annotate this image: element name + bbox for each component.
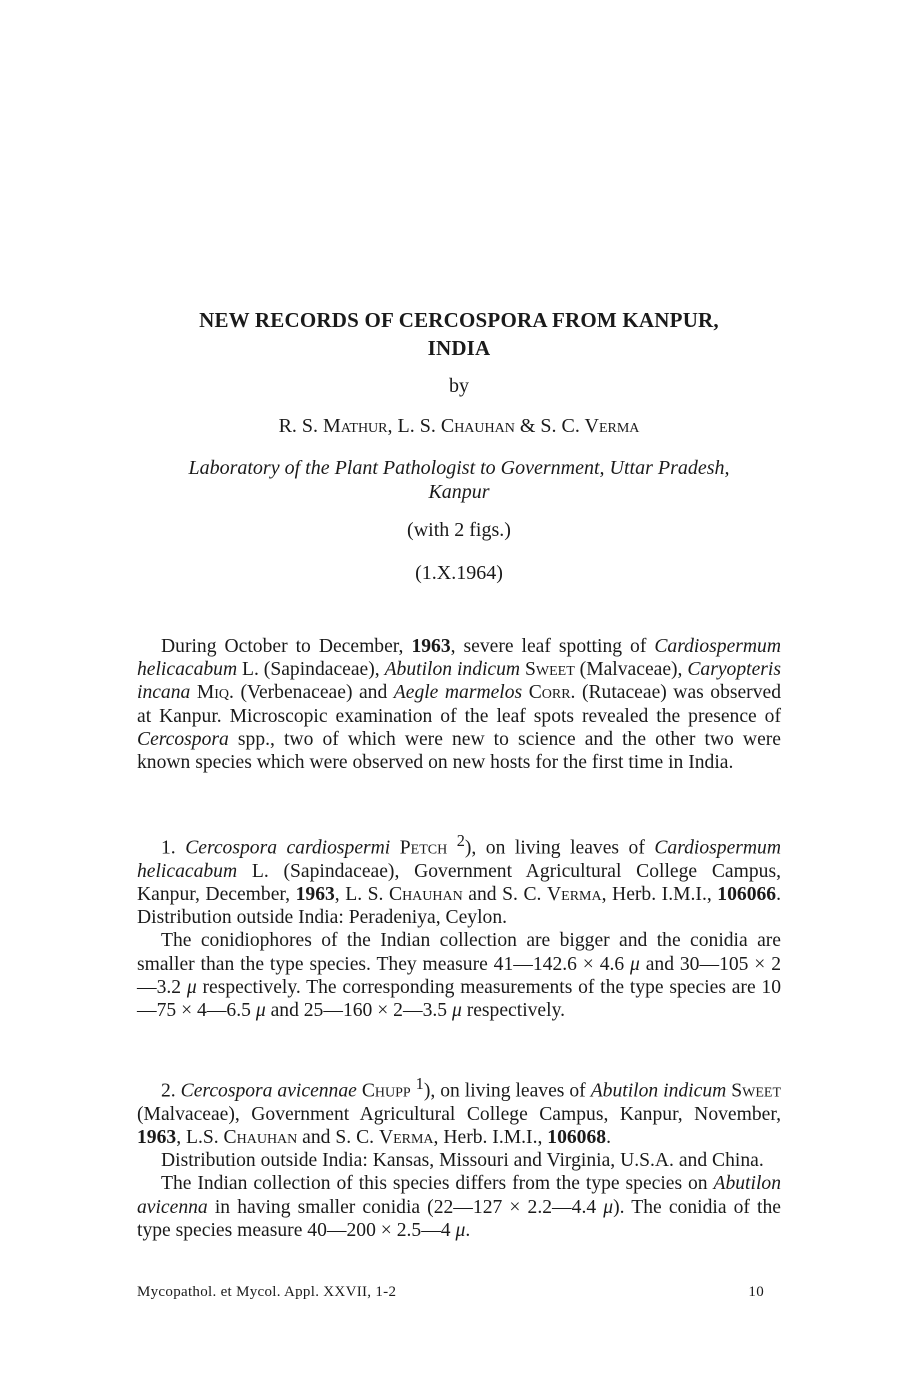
title-line-2: INDIA (427, 336, 491, 360)
received-date: (1.X.1964) (415, 562, 503, 584)
species-name: Cardiospermum helicacabum (137, 636, 781, 681)
authors: R. S. Mathur, L. S. Chauhan & S. C. Verma (278, 415, 640, 437)
affiliation-line-1: Laboratory of the Plant Pathologist to Government, Uttar Pradesh, (188, 457, 730, 479)
intro-section (137, 635, 781, 774)
affiliation (137, 456, 781, 504)
page-footer (137, 1283, 764, 1301)
record-2-paragraph: 2. Cercospora avicennae Chupp $^1$), on living leaves of Abutilon indicum Sweet (Malvaceae), Government Agricultural College Campus, Kanpur, November, 1963, L.S. Chauhan and S. C. Verma, Herb. I.M.I., 106068. (137, 1074, 782, 1148)
species-name: Aegle marmelos (393, 682, 523, 704)
figures-note: (with 2 figs.) (407, 519, 511, 541)
journal-citation: Mycopathol. et Mycol. Appl. XXVII, 1-2 (137, 1284, 397, 1300)
host-name: Cardiospermum helicacabum (137, 837, 781, 882)
page-number: 10 (748, 1284, 764, 1300)
intro-paragraph: During October to December, 1963, severe leaf spotting of Cardiospermum helicacabum L. (Sapindaceae), Abutilon indicum Sweet (Malvaceae), Caryopteris incana Miq. (Verbenaceae) and Aegle marmelos Corr. (Rutaceae) was observed at Kanpur. Microscopic examination of the leaf spots revealed the presence of Cercospora spp., two of which were new to science and the other two were known species which were observed on new hosts for the first time in India. (137, 636, 781, 774)
record-2-section (137, 1072, 781, 1242)
host-name: Abutilon avicenna (137, 1173, 781, 1218)
byline-by: by (449, 375, 469, 397)
species-name: Caryopteris incana (137, 659, 781, 704)
species-name: Abutilon indicum (384, 659, 521, 681)
species-name: Cercospora cardiospermi (185, 837, 391, 859)
host-name: Abutilon indicum (590, 1080, 727, 1102)
genus-name: Cercospora (137, 728, 229, 750)
title-line-1: NEW RECORDS OF CERCOSPORA FROM KANPUR, (199, 308, 719, 332)
record-1-paragraph: 1. Cercospora cardiospermi Petch $^2$), on living leaves of Cardiospermum helicacabum L. (Sapindaceae), Government Agricultural College Campus, Kanpur, December, 1963, L. S. Chauhan and S. C. Verma, Herb. I.M.I., 106066. Distribution outside India: Peradeniya, Ceylon. (137, 831, 781, 929)
record-1-measurements: The conidiophores of the Indian collection are bigger and the conidia are smaller than the type species. They measure 41—142.6 × 4.6 μ and 30—105 × 2—3.2 μ respectively. The corresponding measurements of the type species are 10—75 × 4—6.5 μ and 25—160 × 2—3.5 μ respectively. (137, 930, 782, 1021)
affiliation-line-2: Kanpur (428, 481, 490, 503)
record-2-distribution: Distribution outside India: Kansas, Missouri and Virginia, U.S.A. and China. (161, 1150, 764, 1172)
record-2-comparison: The Indian collection of this species differs from the type species on Abutilon avicenna in having smaller conidia (22—127 × 2.2—4.4 μ). The conidia of the type species measure 40—200 × 2.5—4 μ. (137, 1173, 781, 1241)
species-name: Cercospora avicennae (180, 1080, 357, 1102)
article-title (137, 306, 781, 362)
record-1-section (137, 829, 781, 1022)
